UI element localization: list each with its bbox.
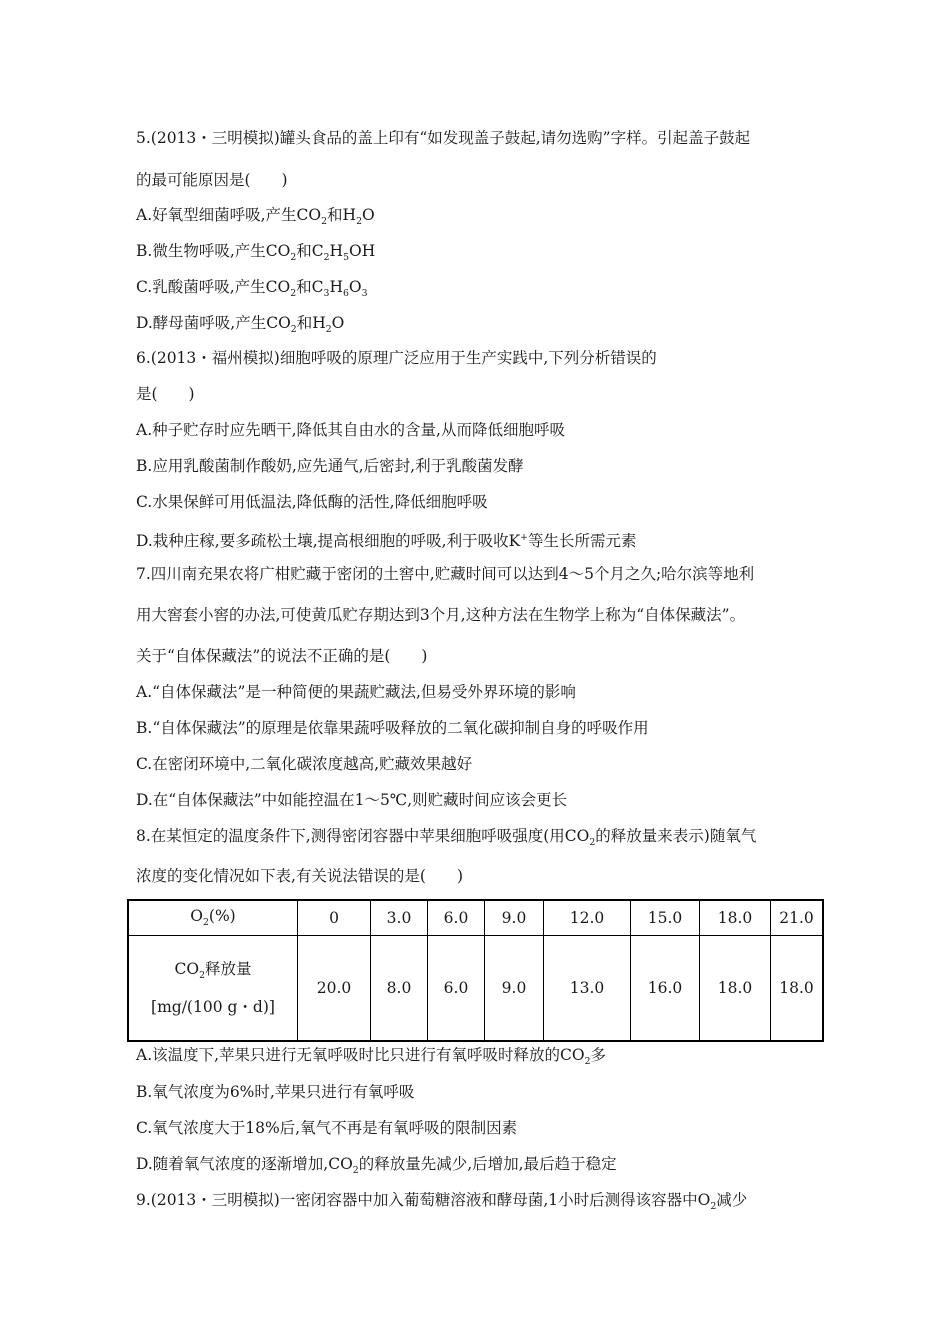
q6-option-c: C.水果保鲜可用低温法,降低酶的活性,降低细胞呼吸	[136, 493, 488, 511]
table-cell: 16.0	[631, 936, 700, 1042]
table-header-unit: [mg/(100 g・d)]	[151, 997, 275, 1016]
q5-stem-line2: 的最可能原因是( )	[136, 171, 288, 189]
q5-option-d: D.酵母菌呼吸,产生$CO_2$和$H_2O$	[136, 314, 345, 336]
q8-option-a: A.该温度下,苹果只进行无氧呼吸时比只进行有氧呼吸时释放的$CO_2$多	[136, 1046, 607, 1068]
q7-stem-line1: 7.四川南充果农将广柑贮藏于密闭的土窖中,贮藏时间可以达到4～5个月之久;哈尔滨等地利	[136, 565, 755, 583]
table-cell: 18.0	[771, 936, 824, 1042]
q8-option-d: D.随着氧气浓度的逐渐增加$,CO_2$的释放量先减少,后增加,最后趋于稳定	[136, 1155, 617, 1177]
table-header-oxygen: $O_2(\%)$	[128, 900, 298, 936]
q6-option-b: B.应用乳酸菌制作酸奶,应先通气,后密封,利于乳酸菌发酵	[136, 457, 524, 475]
q6-stem-line1: 6.(2013・福州模拟)细胞呼吸的原理广泛应用于生产实践中,下列分析错误的	[136, 349, 657, 367]
table-cell: 13.0	[544, 936, 631, 1042]
table-cell: 9.0	[485, 936, 544, 1042]
q9-stem-line1: 9.(2013・三明模拟)一密闭容器中加入葡萄糖溶液和酵母菌,1小时后测得该容器中$O_2$减少	[136, 1191, 748, 1213]
q5-option-a: A.好氧型细菌呼吸,产生$CO_2$和$H_2O$	[136, 206, 375, 228]
q7-option-b: B.“自体保藏法”的原理是依靠果蔬呼吸释放的二氧化碳抑制自身的呼吸作用	[136, 719, 649, 737]
q7-option-c: C.在密闭环境中,二氧化碳浓度越高,贮藏效果越好	[136, 755, 473, 773]
q8-option-b: B.氧气浓度为6%时,苹果只进行有氧呼吸	[136, 1083, 415, 1101]
table-cell: 18.0	[700, 900, 771, 936]
q6-option-d: D.栽种庄稼,要多疏松土壤,提高根细胞的呼吸,利于吸收K+等生长所需元素	[136, 532, 637, 551]
q5-option-b: B.微生物呼吸,产生$CO_2$和$C_2H_5OH$	[136, 242, 376, 264]
q5-stem-line1: 5.(2013・三明模拟)罐头食品的盖上印有“如发现盖子鼓起,请勿选购”字样。引起盖子鼓起	[136, 129, 751, 147]
table-cell: 9.0	[485, 900, 544, 936]
q8-stem-line1: 8.在某恒定的温度条件下,测得密闭容器中苹果细胞呼吸强度(用$CO_2$的释放量来表示)随氧气	[136, 827, 757, 849]
table-header-co2: $CO_2$释放量 [mg/(100 g・d)]	[128, 936, 298, 1042]
q8-option-c: C.氧气浓度大于18%后,氧气不再是有氧呼吸的限制因素	[136, 1119, 518, 1137]
table-cell: 6.0	[428, 936, 485, 1042]
table-row-co2	[128, 936, 823, 1042]
table-cell: 20.0	[298, 936, 371, 1042]
table-cell: 15.0	[631, 900, 700, 936]
table-cell: 8.0	[371, 936, 428, 1042]
table-cell: 3.0	[371, 900, 428, 936]
q7-stem-line2: 用大窖套小窖的办法,可使黄瓜贮存期达到3个月,这种方法在生物学上称为“自体保藏法”。	[136, 606, 746, 624]
q7-option-d: D.在“自体保藏法”中如能控温在1～5℃,则贮藏时间应该会更长	[136, 791, 568, 809]
q7-stem-line3: 关于“自体保藏法”的说法不正确的是( )	[136, 647, 428, 665]
table-cell: 12.0	[544, 900, 631, 936]
q8-stem-line2: 浓度的变化情况如下表,有关说法错误的是( )	[136, 867, 464, 885]
table-cell: 21.0	[771, 900, 824, 936]
q6-stem-line2: 是( )	[136, 385, 195, 403]
table-row-oxygen	[128, 900, 823, 936]
table-cell: 0	[298, 900, 371, 936]
q7-option-a: A.“自体保藏法”是一种简便的果蔬贮藏法,但易受外界环境的影响	[136, 683, 576, 701]
table-cell: 18.0	[700, 936, 771, 1042]
q5-option-c: C.乳酸菌呼吸,产生$CO_2$和$C_3H_6O_3$	[136, 278, 368, 300]
oxygen-co2-table	[127, 899, 824, 1042]
table-cell: 6.0	[428, 900, 485, 936]
q6-option-a: A.种子贮存时应先晒干,降低其自由水的含量,从而降低细胞呼吸	[136, 421, 565, 439]
